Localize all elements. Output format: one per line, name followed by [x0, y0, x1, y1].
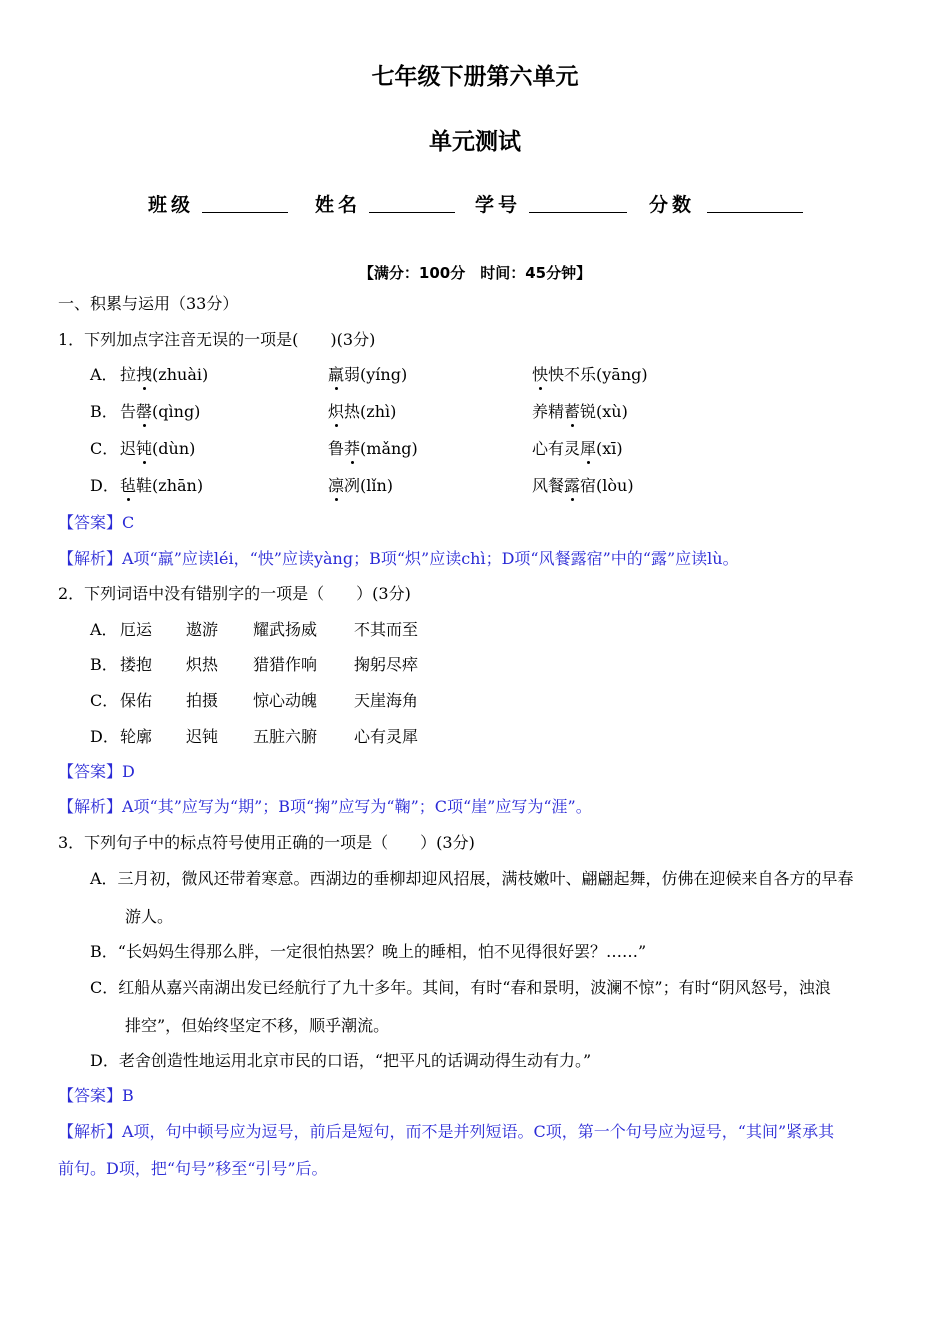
q3-option-b: B．“长妈妈生得那么胖，一定很怕热罢？晚上的睡相，怕不见得很好罢？……”	[90, 942, 647, 961]
q3-option-c: C．红船从嘉兴南湖出发已经航行了九十多年。其间，有时“春和景明，波澜不惊”；有时“阴风怒号，浊浪	[90, 978, 831, 997]
student-id-blank	[529, 212, 627, 213]
q2-b-w3: 猎猎作响	[253, 655, 318, 674]
q3-option-d: D．老舍创造性地运用北京市民的口语，“把平凡的话调动得生动有力。”	[90, 1051, 592, 1070]
q3-answer: 【答案】B	[58, 1086, 134, 1105]
q2-option-b: B． 搂抱 炽热 猎猎作响 掬躬尽瘁	[90, 655, 419, 674]
q2-answer: 【答案】D	[58, 762, 135, 781]
q1-d-word1: 毡鞋(zhān)	[120, 476, 204, 495]
q1-b-word2: 炽热(zhì)	[328, 402, 397, 421]
q3-option-c-cont: 排空”，但始终坚定不移，顺乎潮流。	[125, 1016, 390, 1035]
q2-option-a: A． 厄运 遨游 耀武扬威 不其而至	[90, 620, 419, 639]
name-label: 姓名	[315, 194, 362, 216]
q2-a-w3: 耀武扬威	[253, 620, 318, 639]
document-title: 七年级下册第六单元	[371, 64, 579, 90]
student-id-label: 学号	[475, 194, 522, 216]
score-label: 分数	[649, 194, 696, 216]
class-blank	[202, 212, 288, 213]
q2-c-w3: 惊心动魄	[253, 691, 318, 710]
q1-stem: 1．下列加点字注音无误的一项是( )(3分)	[58, 330, 376, 349]
class-label: 班级	[148, 194, 195, 216]
name-blank	[369, 212, 455, 213]
q1-option-d: D． 毡鞋(zhān) 凛冽(lǐn) 风餐露宿(lòu)	[90, 476, 634, 495]
q2-b-w1: 搂抱	[120, 655, 153, 674]
q2-d-w4: 心有灵犀	[354, 727, 419, 746]
q1-c-word1: 迟钝(dùn)	[120, 439, 196, 458]
q1-a-word1: 拉拽(zhuài)	[120, 365, 209, 384]
q2-b-w4: 掬躬尽瘁	[354, 655, 419, 674]
q2-c-w2: 拍摄	[186, 691, 219, 710]
q1-answer: 【答案】C	[58, 513, 135, 532]
q3-analysis: 【解析】A项，句中顿号应为逗号，前后是短句，而不是并列短语。C项，第一个句号应为逗号，“其间”紧承其	[58, 1122, 835, 1141]
q1-d-word3: 风餐露宿(lòu)	[532, 476, 634, 495]
q2-c-w1: 保佑	[120, 691, 153, 710]
student-info-row	[140, 190, 820, 220]
q2-d-w3: 五脏六腑	[253, 727, 318, 746]
q1-analysis: 【解析】A项“羸”应读léi，“怏”应读yàng；B项“炽”应读chì；D项“风餐露宿”中的“露”应读lù。	[58, 549, 739, 568]
q1-option-a: A． 拉拽(zhuài) 羸弱(yíng) 怏怏不乐(yāng)	[90, 365, 648, 384]
q3-option-a-cont: 游人。	[125, 907, 174, 926]
q2-d-w1: 轮廓	[120, 727, 153, 746]
q1-option-b: B． 告罄(qìng) 炽热(zhì) 养精蓄锐(xù)	[90, 402, 628, 421]
q2-a-w1: 厄运	[120, 620, 153, 639]
q3-analysis-cont: 前句。D项，把“句号”移至“引号”后。	[58, 1159, 328, 1178]
q3-stem: 3．下列句子中的标点符号使用正确的一项是（ ）(3分)	[58, 833, 475, 852]
q1-b-word1: 告罄(qìng)	[120, 402, 201, 421]
q2-option-d: D． 轮廓 迟钝 五脏六腑 心有灵犀	[90, 727, 419, 746]
q2-analysis: 【解析】A项“其”应写为“期”；B项“掬”应写为“鞠”；C项“崖”应写为“涯”。	[58, 797, 592, 816]
q1-a-word3: 怏怏不乐(yāng)	[532, 365, 648, 384]
q2-d-w2: 迟钝	[186, 727, 219, 746]
document-subtitle: 单元测试	[429, 129, 521, 155]
q1-option-c: C． 迟钝(dùn) 鲁莽(mǎng) 心有灵犀(xī)	[90, 439, 623, 458]
q2-option-c: C． 保佑 拍摄 惊心动魄 天崖海角	[90, 691, 419, 710]
section-heading: 一、积累与运用（33分）	[58, 294, 239, 313]
q1-b-word3: 养精蓄锐(xù)	[532, 402, 628, 421]
q1-a-word2: 羸弱(yíng)	[328, 365, 408, 384]
q3-option-a: A．三月初，微风还带着寒意。西湖边的垂柳却迎风招展，满枝嫩叶、翩翩起舞，仿佛在迎候来自各方的早春	[90, 869, 854, 888]
score-blank	[707, 212, 803, 213]
q2-a-w4: 不其而至	[354, 620, 419, 639]
q1-c-word2: 鲁莽(mǎng)	[328, 439, 418, 458]
q1-d-word2: 凛冽(lǐn)	[328, 476, 394, 495]
exam-meta: 【满分：100分 时间：45分钟】	[358, 264, 592, 282]
q1-c-word3: 心有灵犀(xī)	[532, 439, 623, 458]
q2-stem: 2．下列词语中没有错别字的一项是（ ）(3分)	[58, 584, 411, 603]
q2-a-w2: 遨游	[186, 620, 219, 639]
q2-c-w4: 天崖海角	[354, 691, 419, 710]
q2-b-w2: 炽热	[186, 655, 219, 674]
